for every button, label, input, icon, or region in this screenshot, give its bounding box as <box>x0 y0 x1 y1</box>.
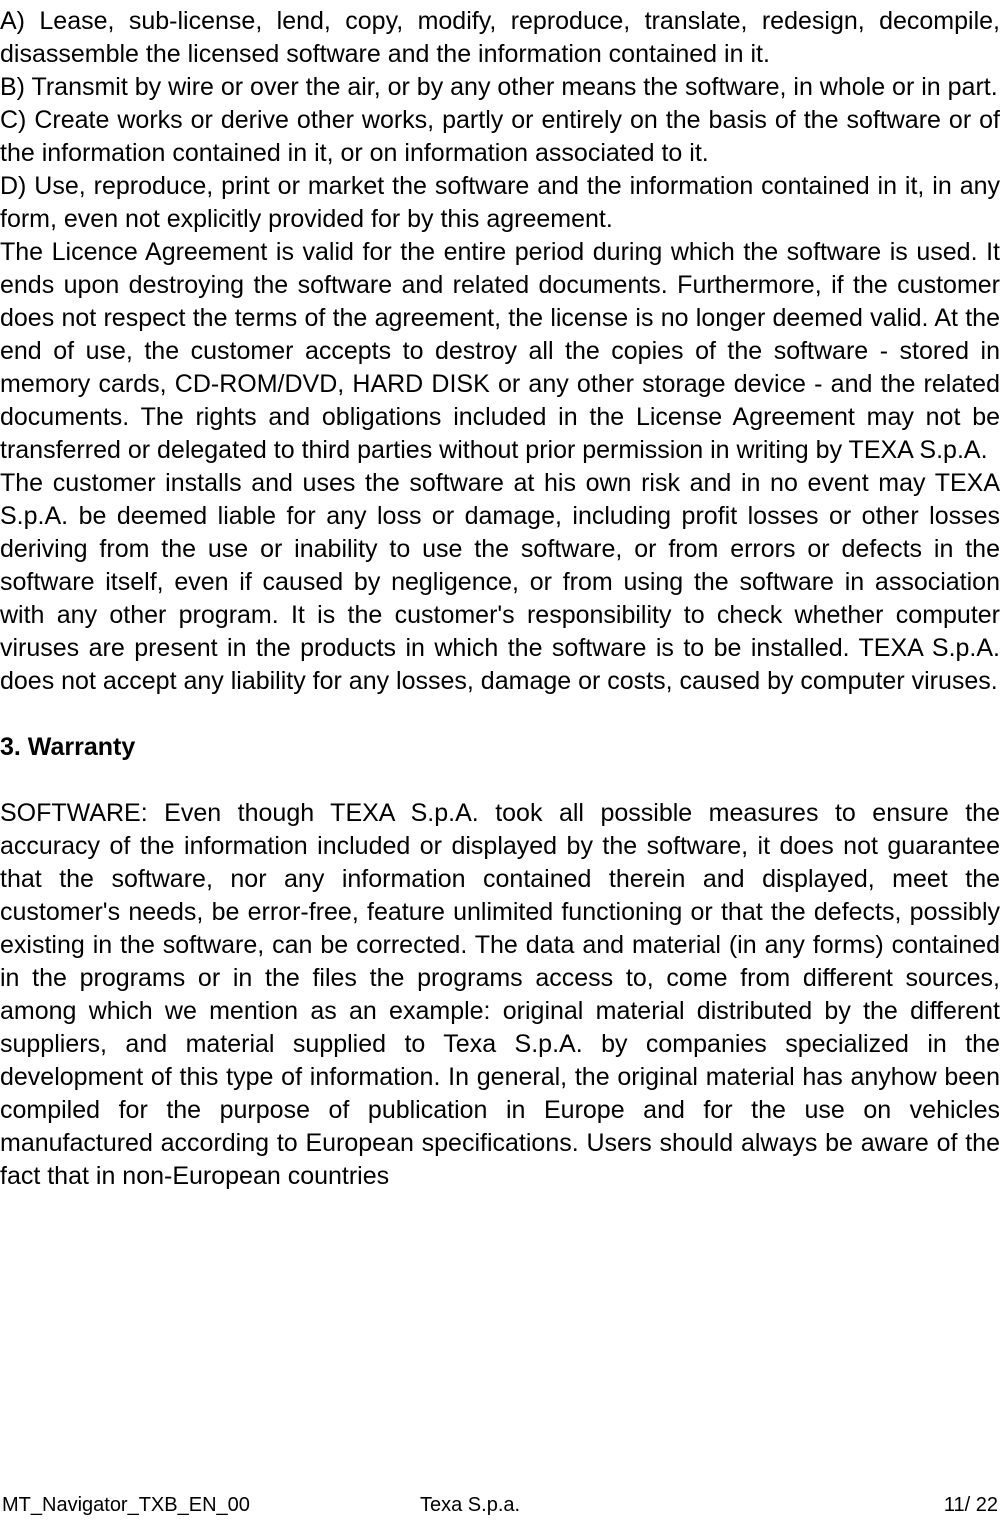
document-body <box>0 5 1000 1193</box>
paragraph-item-d: D) Use, reproduce, print or market the software and the information contained in it, in any form, even not explicitly provided for by this agreement. <box>0 172 1000 233</box>
paragraph-licence-validity: The Licence Agreement is valid for the entire period during which the software is used. It ends upon destroying the software and related documents. Furthermore, if the customer does not respect the terms of the agreement, the license is no longer deemed valid. At the end of use, the customer accepts to destroy all the copies of the software - stored in memory cards, CD-ROM/DVD, HARD DISK or any other storage device - and the related documents. The rights and obligations included in the License Agreement may not be transferred or delegated to third parties without prior permission in writing by TEXA S.p.A. <box>0 238 1000 464</box>
paragraph-software-warranty: SOFTWARE: Even though TEXA S.p.A. took all possible measures to ensure the accuracy of the information included or displayed by the software, it does not guarantee that the software, nor any information contained therein and displayed, meet the customer's needs, be error-free, feature unlimited functioning or that the defects, possibly existing in the software, can be corrected. The data and material (in any forms) contained in the programs or in the files the programs access to, come from different sources, among which we mention as an example: original material distributed by the different suppliers, and material supplied to Texa S.p.A. by companies specialized in the development of this type of information. In general, the original material has anyhow been compiled for the purpose of publication in Europe and for the use on vehicles manufactured according to European specifications. Users should always be aware of the fact that in non-European countries <box>0 799 1000 1190</box>
paragraph-liability: The customer installs and uses the software at his own risk and in no event may TEXA S.p.A. be deemed liable for any loss or damage, including profit losses or other losses deriving from the use or inability to use the software, or from errors or defects in the software itself, even if caused by negligence, or from using the software in association with any other program. It is the customer's responsibility to check whether computer viruses are present in the products in which the software is to be installed. TEXA S.p.A. does not accept any liability for any losses, damage or costs, caused by computer viruses. <box>0 469 1000 695</box>
page-footer <box>0 1492 1000 1518</box>
footer-document-id: MT_Navigator_TXB_EN_00 <box>2 1494 250 1516</box>
paragraph-item-b: B) Transmit by wire or over the air, or by any other means the software, in whole or in part. <box>0 73 998 101</box>
paragraph-item-c: C) Create works or derive other works, partly or entirely on the basis of the software or of the information contained in it, or on information associated to it. <box>0 106 1000 167</box>
paragraph-item-a: A) Lease, sub-license, lend, copy, modify, reproduce, translate, redesign, decompile, disassemble the licensed software and the information contained in it. <box>0 7 1000 68</box>
footer-company: Texa S.p.a. <box>420 1494 521 1516</box>
footer-page-number: 11/ 22 <box>943 1494 998 1516</box>
section-heading-warranty: 3. Warranty <box>0 733 136 761</box>
